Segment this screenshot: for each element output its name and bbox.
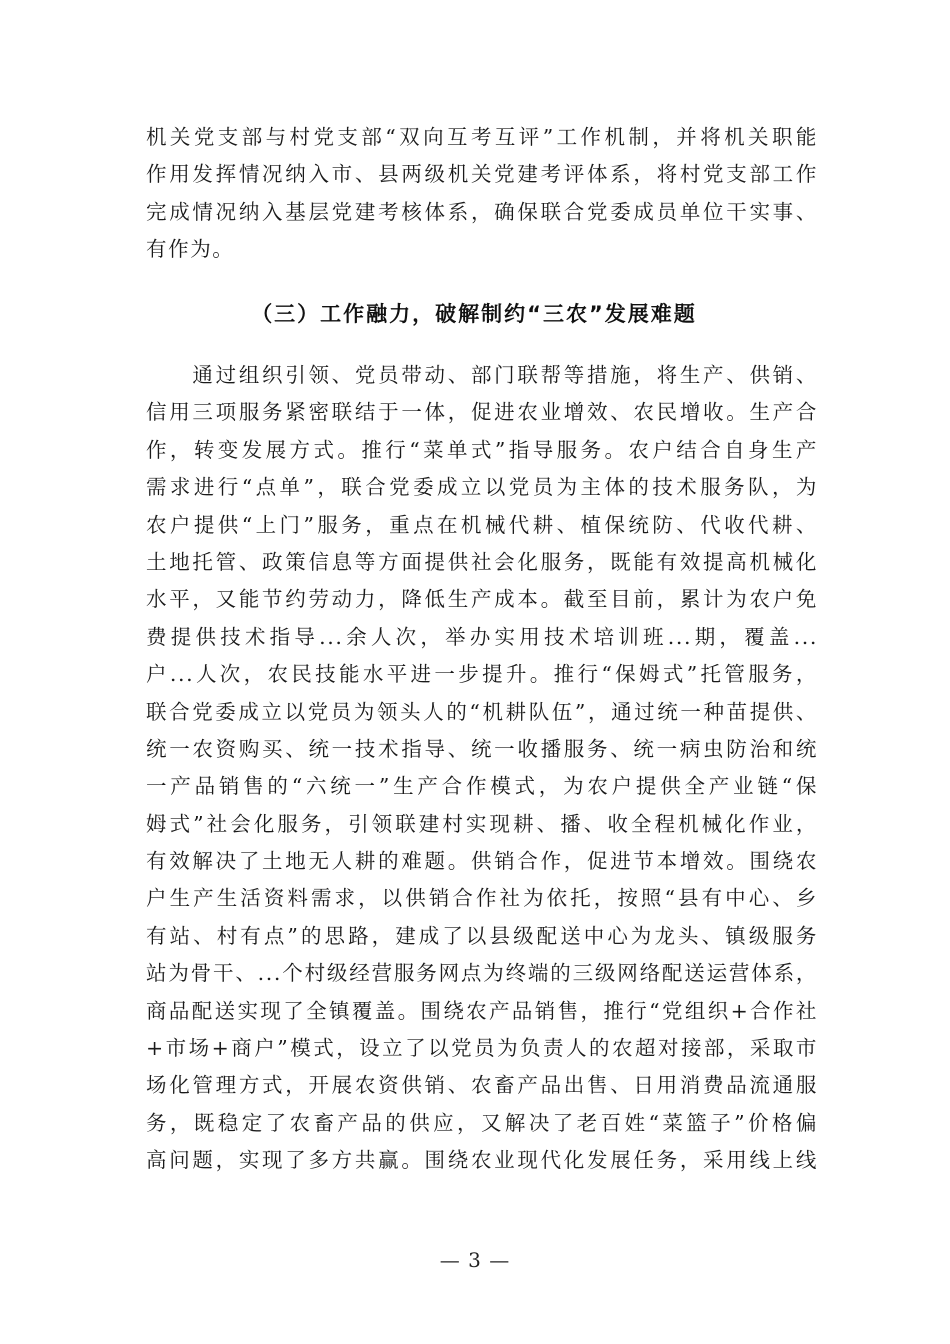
page-footer <box>0 1245 950 1275</box>
section-heading <box>0 296 950 332</box>
paragraph-line: 户生产生活资料需求，以供销合作社为依托，按照“县有中心、乡 <box>146 886 818 911</box>
paragraph-2 <box>146 357 818 1180</box>
paragraph-line: 费提供技术指导...余人次，举办实用技术培训班...期，覆盖... <box>146 624 818 649</box>
paragraph-line: 商品配送实现了全镇覆盖。围绕农产品销售，推行“党组织+合作社 <box>146 998 818 1023</box>
paragraph-line: 姆式”社会化服务，引领联建村实现耕、播、收全程机械化作业， <box>146 811 818 836</box>
paragraph-line: 需求进行“点单”，联合党委成立以党员为主体的技术服务队，为 <box>146 475 818 500</box>
paragraph-line: 作用发挥情况纳入市、县两级机关党建考评体系，将村党支部工作 <box>146 162 818 187</box>
paragraph-line: +市场+商户”模式，设立了以党员为负责人的农超对接部，采取市 <box>146 1036 818 1061</box>
paragraph-line: 作，转变发展方式。推行“菜单式”指导服务。农户结合自身生产 <box>146 437 818 462</box>
paragraph-line: 有效解决了土地无人耕的难题。供销合作，促进节本增效。围绕农 <box>146 849 818 874</box>
section-heading-text: （三）工作融力，破解制约“三农”发展难题 <box>251 302 697 326</box>
paragraph-line: 有作为。 <box>146 237 235 262</box>
paragraph-line: 户...人次，农民技能水平进一步提升。推行“保姆式”托管服务， <box>146 662 818 687</box>
paragraph-line: 站为骨干、...个村级经营服务网点为终端的三级网络配送运营体系， <box>146 961 818 986</box>
paragraph-line: 水平，又能节约劳动力，降低生产成本。截至目前，累计为农户免 <box>146 587 818 612</box>
paragraph-line: 土地托管、政策信息等方面提供社会化服务，既能有效提高机械化 <box>146 549 818 574</box>
paragraph-line: 信用三项服务紧密联结于一体，促进农业增效、农民增收。生产合 <box>146 400 818 425</box>
page-number: — 3 — <box>439 1248 511 1272</box>
paragraph-line: 机关党支部与村党支部“双向互考互评”工作机制，并将机关职能 <box>146 125 818 149</box>
paragraph-line: 通过组织引领、党员带动、部门联帮等措施，将生产、供销、 <box>146 363 818 387</box>
paragraph-1 <box>146 119 818 269</box>
paragraph-line: 务，既稳定了农畜产品的供应，又解决了老百姓“菜篮子”价格偏 <box>146 1110 818 1135</box>
paragraph-line: 一产品销售的“六统一”生产合作模式，为农户提供全产业链“保 <box>146 774 818 799</box>
paragraph-line: 农户提供“上门”服务，重点在机械代耕、植保统防、代收代耕、 <box>146 512 818 537</box>
paragraph-line: 完成情况纳入基层党建考核体系，确保联合党委成员单位干实事、 <box>146 199 818 224</box>
paragraph-line: 有站、村有点”的思路，建成了以县级配送中心为龙头、镇级服务 <box>146 923 818 948</box>
paragraph-line: 联合党委成立以党员为领头人的“机耕队伍”，通过统一种苗提供、 <box>146 699 818 724</box>
paragraph-line: 高问题，实现了多方共赢。围绕农业现代化发展任务，采用线上线 <box>146 1148 818 1173</box>
paragraph-line: 场化管理方式，开展农资供销、农畜产品出售、日用消费品流通服 <box>146 1073 818 1098</box>
paragraph-line: 统一农资购买、统一技术指导、统一收播服务、统一病虫防治和统 <box>146 736 818 761</box>
